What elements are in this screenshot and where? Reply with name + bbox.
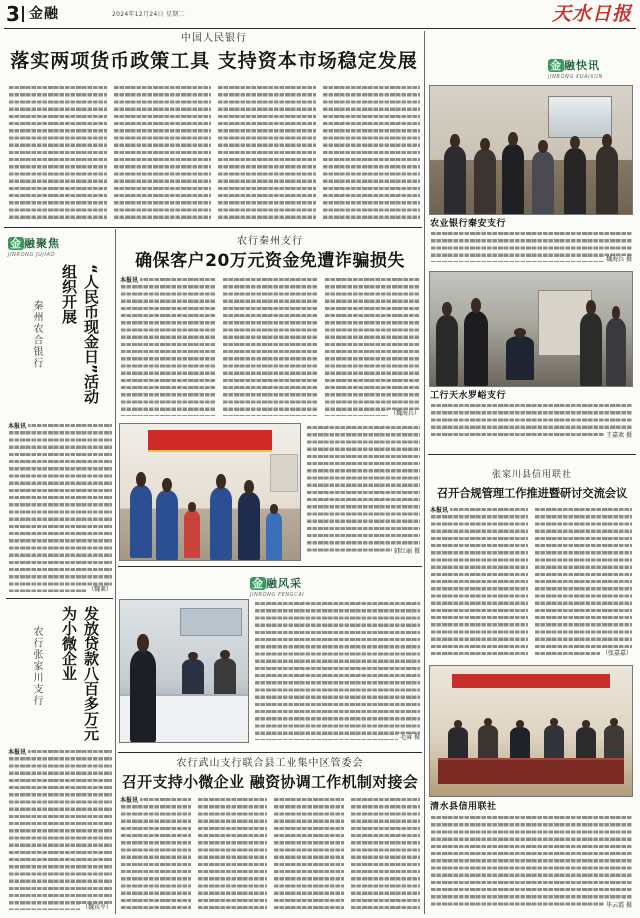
article-kicker: 农行武山支行联合县工业集中区管委会 [176,758,364,769]
person-figure [596,134,618,214]
article-headline: 确保客户20万元资金免遭诈骗损失 [135,251,405,271]
article-byline: （魏海兵） [389,410,420,417]
article-divider [6,598,113,599]
article-byline: （魏宾平） [81,904,112,911]
photo-caption [306,426,420,554]
text-column [120,798,191,910]
article-lead: 本报讯 [120,276,139,284]
photo-caption [430,404,632,438]
window [548,96,612,138]
photo-bank-hall [120,600,248,742]
text-column [350,798,421,910]
issue-date: 2024年12月24日 星期二 [112,11,185,18]
page-number: 3 [6,2,20,26]
article-body [8,750,112,910]
article-headline: 召开支持小微企业 融资协调工作机制对接会 [121,773,419,791]
photo-credit: 韩红丽 摄 [394,548,420,555]
article-headline-line: “人民币现金日”活动 [82,264,100,404]
person-figure [444,134,466,214]
article-headline-line: 发放贷款八百多万元 [82,606,100,741]
person-figure [474,138,496,214]
text-column [322,86,421,222]
article-lead: 本报讯 [8,748,27,756]
text-column [222,278,318,416]
text-column [8,86,107,222]
person-figure [210,474,232,560]
person-figure [156,478,178,560]
text-column [217,86,316,222]
section-name: 金融 [22,6,59,22]
lead-article-kicker: 中国人民银行 [181,33,247,44]
banner [148,430,272,452]
article-kicker: 秦州农合银行 [31,300,42,369]
article-headline: 召开合规管理工作推进暨研讨交流会议 [436,487,628,500]
article-body [430,508,632,656]
article-byline: （张嘉嘉） [601,650,632,657]
article-kicker: 农行秦州支行 [237,236,303,247]
person-figure [184,502,200,558]
tag-pinyin: JINRONG FENGCAI [250,592,305,598]
photo-flash-1 [430,86,632,214]
article-lead: 本报讯 [8,422,27,430]
person-figure [532,140,554,214]
person-figure [238,480,260,560]
section-tag-showcase [250,572,304,598]
person-figure [130,634,156,742]
photo-flash-2 [430,272,632,386]
article-headline-line: 组织开展 [60,264,78,324]
section-divider [118,752,422,753]
person-figure [502,132,524,214]
text-column [534,508,632,656]
photo-campus-event [120,424,300,560]
tag-pinyin: JINRONG JUJIAO [8,252,56,258]
wall-screen [180,608,242,636]
text-column [430,508,528,656]
person-figure [130,472,152,558]
left-column-divider [115,229,116,914]
lead-article-rule [4,227,422,228]
photo-credit: 王嘉欢 摄 [606,432,632,439]
text-column [197,798,268,910]
article-kicker: 农行张家川支行 [31,626,42,707]
photo-credit: 魏海兵 摄 [606,256,632,263]
photo-caption [430,816,632,908]
tag-label: 金融风采 [252,577,302,590]
poster-board [270,454,298,492]
article-body [120,798,420,910]
person-figure [506,328,534,380]
lead-article-body [8,86,420,222]
lead-article-headline: 落实两项货币政策工具 支持资本市场稳定发展 [10,50,418,72]
article-lead: 本报讯 [430,506,449,514]
photo-credit-union [430,666,632,796]
person-figure [266,504,282,560]
article-lead: 本报讯 [120,796,139,804]
photo-credit: 毕云霞 摄 [606,902,632,909]
masthead-rule [4,28,636,29]
banner [452,674,610,688]
caption-title: 清水县信用联社 [430,802,497,812]
person-figure [580,300,602,386]
caption-title: 工行天水罗峪支行 [430,391,507,401]
text-column [324,278,420,416]
article-body [8,424,112,592]
right-column-divider [424,31,425,914]
section-divider [118,566,422,567]
photo-caption [254,602,420,740]
tag-label: 金融快讯 [550,59,600,72]
person-figure [564,136,586,214]
section-tag-focus [8,232,60,258]
person-figure [214,650,236,700]
meeting-table [438,758,624,784]
caption-title: 农业银行秦安支行 [430,219,507,229]
newspaper-logo: 天水日报 [551,3,632,25]
photo-caption [430,232,632,262]
person-figure [464,298,488,386]
person-figure [436,302,458,386]
section-divider [428,454,636,455]
article-kicker: 张家川县信用联社 [491,470,572,480]
article-byline: （魏莱） [87,586,112,593]
tag-label: 金融聚焦 [10,237,60,250]
article-headline-line: 为小微企业 [60,606,78,681]
section-tag-flash [548,54,603,80]
text-column [120,278,216,416]
person-figure [182,652,204,700]
photo-credit: 毛睿 摄 [400,734,420,741]
person-figure [606,306,626,386]
article-body [120,278,420,416]
text-column [113,86,212,222]
text-column [273,798,344,910]
tag-pinyin: JINRONG KUAIXUN [548,74,603,80]
